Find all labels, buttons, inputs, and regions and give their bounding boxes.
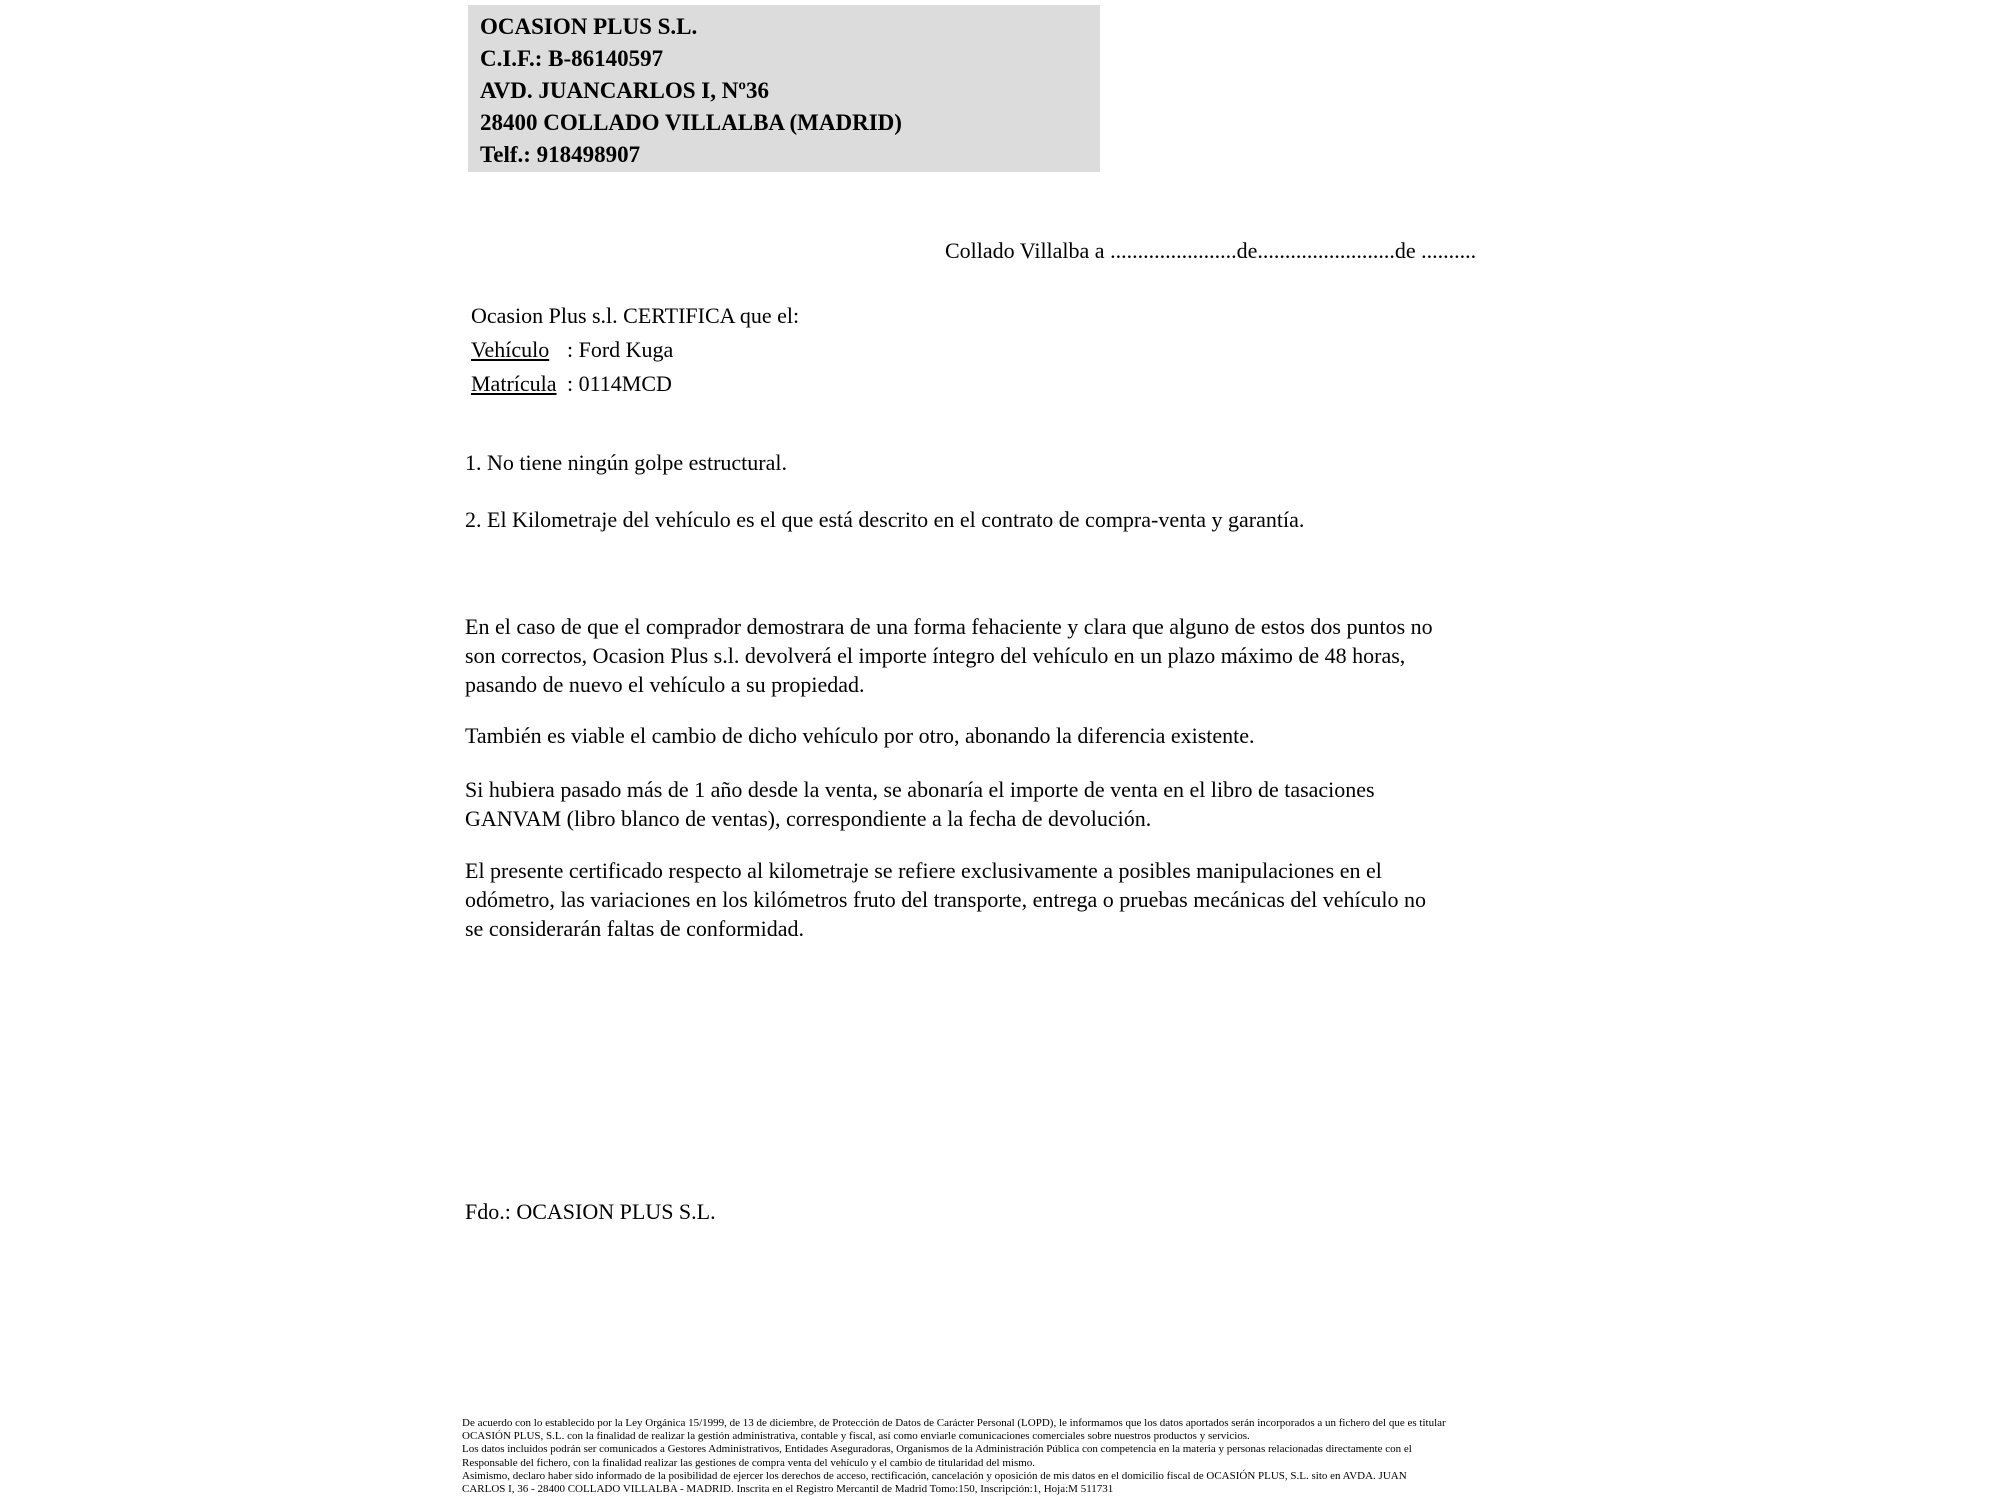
paragraph-line: En el caso de que el comprador demostrara de una forma fehaciente y clara que alguno de estos dos puntos no	[465, 614, 1433, 639]
condition-item-1: 1. No tiene ningún golpe estructural.	[465, 450, 787, 475]
company-address: AVD. JUANCARLOS I, Nº36	[480, 78, 769, 103]
signature-line: Fdo.: OCASION PLUS S.L.	[465, 1199, 716, 1224]
condition-item-2: 2. El Kilometraje del vehículo es el que está descrito en el contrato de compra-venta y garantía.	[465, 507, 1305, 532]
legal-footer-line: Responsable del fichero, con la finalidad realizar las gestiones de compra venta del vehículo y el cambio de titularidad del mismo.	[462, 1456, 1036, 1469]
paragraph-line: son correctos, Ocasion Plus s.l. devolverá el importe íntegro del vehículo en un plazo máximo de 48 horas,	[465, 643, 1406, 668]
plate-row	[471, 371, 672, 397]
paragraph-line: se considerarán faltas de conformidad.	[465, 916, 805, 941]
company-cif: C.I.F.: B-86140597	[480, 46, 664, 71]
legal-footer-line: OCASIÓN PLUS, S.L. con la finalidad de realizar la gestión administrativa, contable y fiscal, así como enviarle comunicaciones comerciales sobre nuestros productos y servicios.	[462, 1430, 1250, 1443]
paragraph-line: odómetro, las variaciones en los kilómetros fruto del transporte, entrega o pruebas mecánicas del vehículo no	[465, 887, 1426, 912]
paragraph-line: También es viable el cambio de dicho vehículo por otro, abonando la diferencia existente.	[465, 723, 1255, 748]
legal-footer-line: Asimismo, declaro haber sido informado de la posibilidad de ejercer los derechos de acceso, rectificación, cancelación y oposición de mis datos en el domicilio fiscal de OCASIÓN PLUS, S.L. sito en AVDA. JUAN	[462, 1469, 1407, 1482]
certify-intro: Ocasion Plus s.l. CERTIFICA que el:	[471, 303, 800, 328]
paragraph-line: El presente certificado respecto al kilometraje se refiere exclusivamente a posibles manipulaciones en el	[465, 858, 1382, 883]
company-info-box	[468, 5, 1100, 172]
company-phone: Telf.: 918498907	[480, 142, 641, 167]
vehicle-label: Vehículo	[471, 337, 550, 362]
legal-footer	[462, 1417, 1446, 1496]
paragraph-line: pasando de nuevo el vehículo a su propiedad.	[465, 672, 865, 697]
paragraph-exchange-option	[465, 721, 1255, 750]
vehicle-value: : Ford Kuga	[567, 337, 674, 362]
plate-value: : 0114MCD	[567, 371, 672, 396]
plate-label: Matrícula	[471, 371, 557, 396]
paragraph-odometer-disclaimer	[465, 856, 1426, 943]
company-city: 28400 COLLADO VILLALBA (MADRID)	[480, 110, 902, 135]
date-line: Collado Villalba a .......................de.........................de ..........	[945, 238, 1477, 263]
paragraph-line: GANVAM (libro blanco de ventas), correspondiente a la fecha de devolución.	[465, 806, 1152, 831]
vehicle-row	[471, 337, 673, 363]
legal-footer-line: CARLOS I, 36 - 28400 COLLADO VILLALBA - MADRID. Inscrita en el Registro Mercantil de Madrid Tomo:150, Inscripción:1, Hoja:M 511731	[462, 1483, 1114, 1496]
legal-footer-line: De acuerdo con lo establecido por la Ley Orgánica 15/1999, de 13 de diciembre, de Protección de Datos de Carácter Personal (LOPD), le informamos que los datos aportados serán incorporados a un fichero del que es titular	[462, 1417, 1446, 1429]
paragraph-ganvam-valuation	[465, 775, 1375, 833]
legal-footer-line: Los datos incluidos podrán ser comunicados a Gestores Administrativos, Entidades Aseguradoras, Organismos de la Administración Pública con competencia en la materia y personas relacionadas directamente con el	[462, 1443, 1412, 1456]
company-name: OCASION PLUS S.L.	[480, 14, 698, 39]
paragraph-line: Si hubiera pasado más de 1 año desde la venta, se abonaría el importe de venta en el libro de tasaciones	[465, 777, 1375, 802]
paragraph-refund-policy	[465, 612, 1433, 699]
